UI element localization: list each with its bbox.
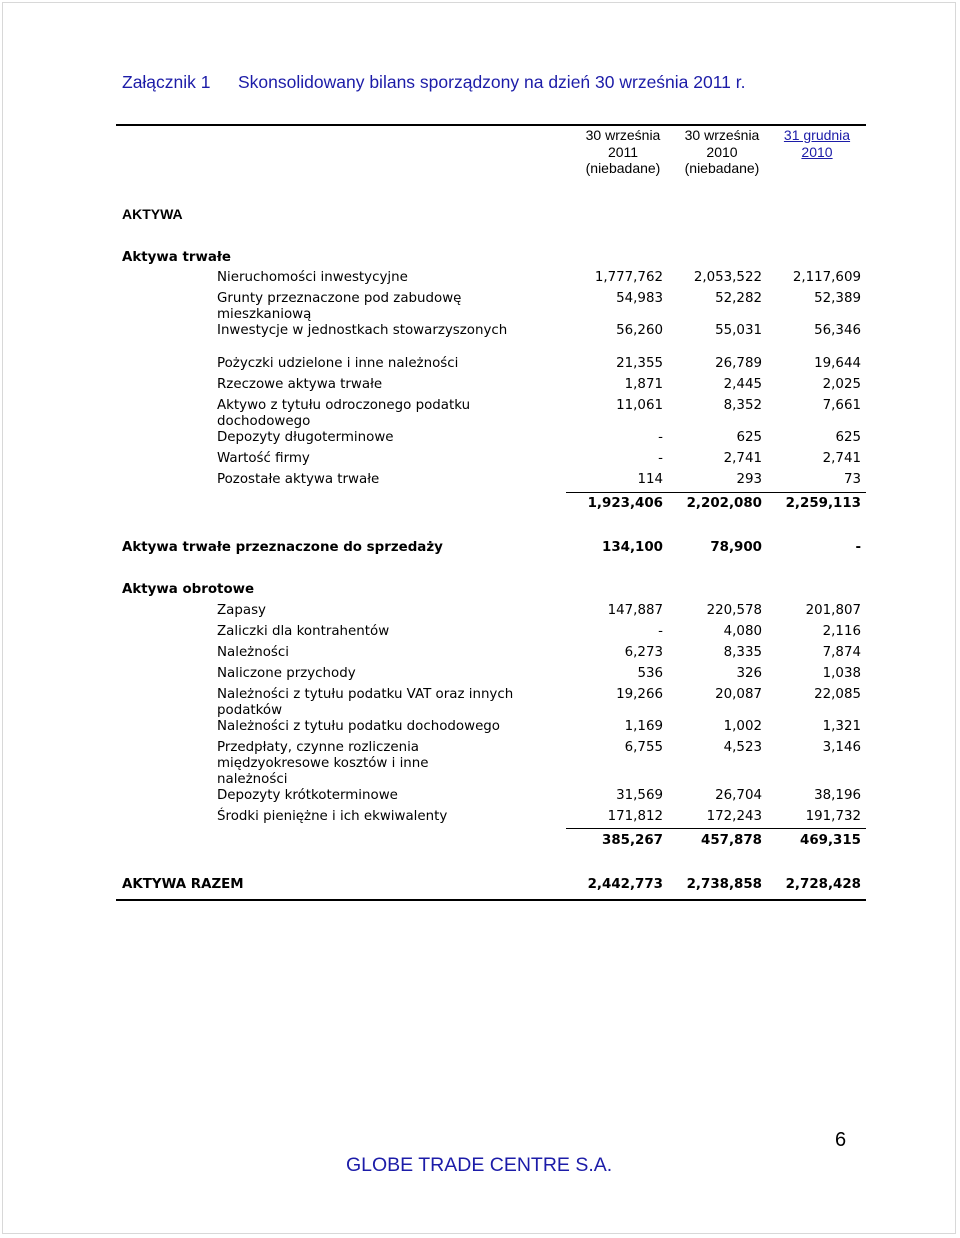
column-header-dec-2010: 31 grudnia 2010	[783, 127, 851, 160]
assets-title: AKTYWA	[122, 206, 183, 222]
table-top-rule	[116, 124, 866, 126]
company-name: GLOBE TRADE CENTRE S.A.	[346, 1154, 613, 1176]
subtotal-rule	[566, 828, 866, 829]
document-title: Skonsolidowany bilans sporządzony na dzień 30 września 2011 r.	[238, 72, 746, 92]
table-bottom-rule	[116, 899, 866, 901]
page-number: 6	[835, 1129, 847, 1151]
appendix-number: Załącznik 1	[122, 72, 211, 92]
column-header-sep-2011: 30 września 2011 (niebadane)	[585, 127, 661, 176]
subtotal-rule	[566, 492, 866, 493]
page-heading	[122, 72, 745, 93]
column-header-sep-2010: 30 września 2010 (niebadane)	[684, 127, 760, 176]
non-current-assets-heading: Aktywa trwałe	[122, 250, 231, 265]
current-assets-heading: Aktywa obrotowe	[122, 582, 255, 597]
